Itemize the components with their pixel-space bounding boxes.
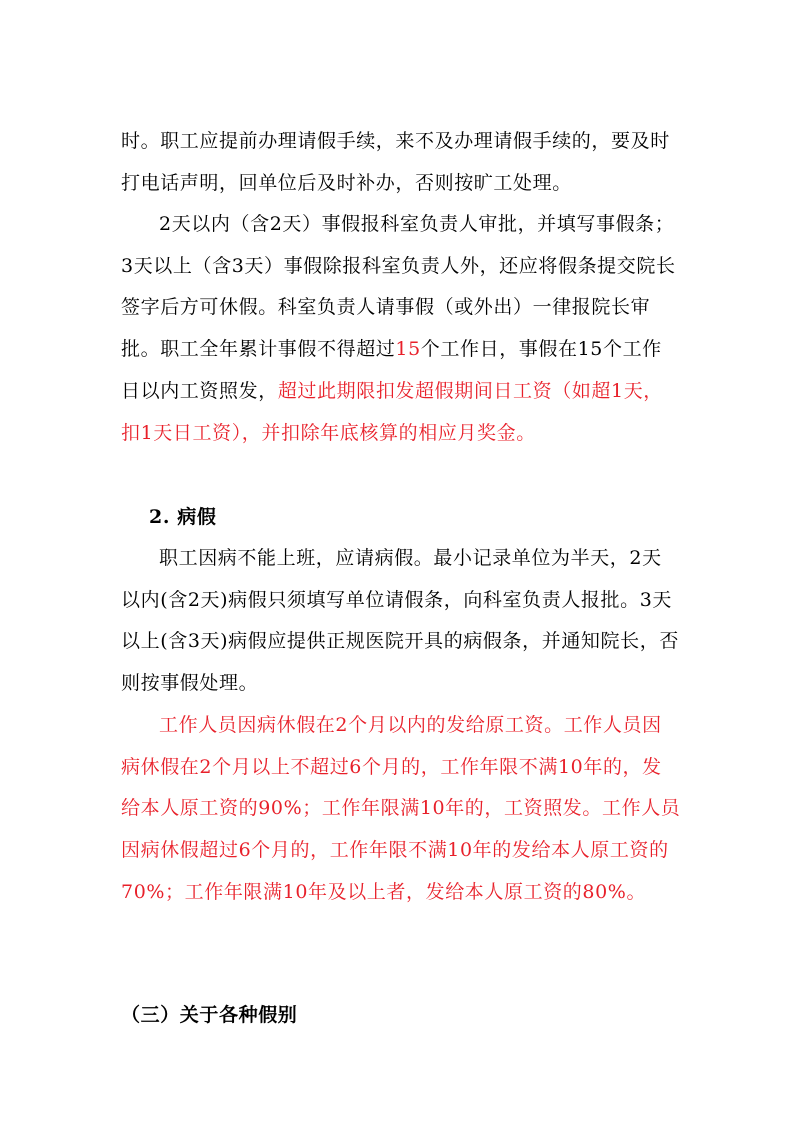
paragraph-sick-leave [121, 538, 681, 705]
paragraph-text: 时。职工应提前办理请假手续，来不及办理请假手续的，要及时打电话声明，回单位后及时补办，否则按旷工处理。 [121, 130, 670, 194]
paragraph-personal-leave [121, 204, 681, 454]
section-heading-leave-types: （三）关于各种假别 [121, 1004, 298, 1026]
max-days-number: 15 [395, 338, 421, 361]
sick-leave-pay-text: 工作人员因病休假在2个月以内的发给原工资。工作人员因病休假在2个月以上不超过6个月的，工作年限不满10年的，发给本人原工资的90%；工作年限满10年的，工资照发。工作人员因病休假超过6个月的，工作年限不满10年的发给本人原工资的70%；工作年限满10年及以上者，发给本人原工资的80%。 [121, 714, 681, 903]
paragraph-leave-procedure [121, 121, 681, 204]
paragraph-sick-leave-pay [121, 705, 681, 914]
personal-leave-text-middle: 个工作日，事假在15个工作日以内工资照发， [121, 338, 662, 402]
personal-leave-text: 2天以内（含2天）事假报科室负责人审批，并填写事假条；3天以上（含3天）事假除报科室负责人外，还应将假条提交院长签字后方可休假。科室负责人请事假（或外出）一律报院长审批。职工全年累计事假不得超过 [121, 213, 676, 361]
deduction-rule-text: 超过此期限扣发超假期间日工资（如超1天，扣1天日工资），并扣除年底核算的相应月奖金。 [121, 379, 663, 444]
section-heading-sick-leave: 2. 病假 [149, 506, 217, 528]
sick-leave-text: 职工因病不能上班，应请病假。最小记录单位为半天，2天以内(含2天)病假只须填写单位请假条，向科室负责人报批。3天以上(含3天)病假应提供正规医院开具的病假条，并通知院长，否则按事假处理。 [121, 547, 679, 695]
